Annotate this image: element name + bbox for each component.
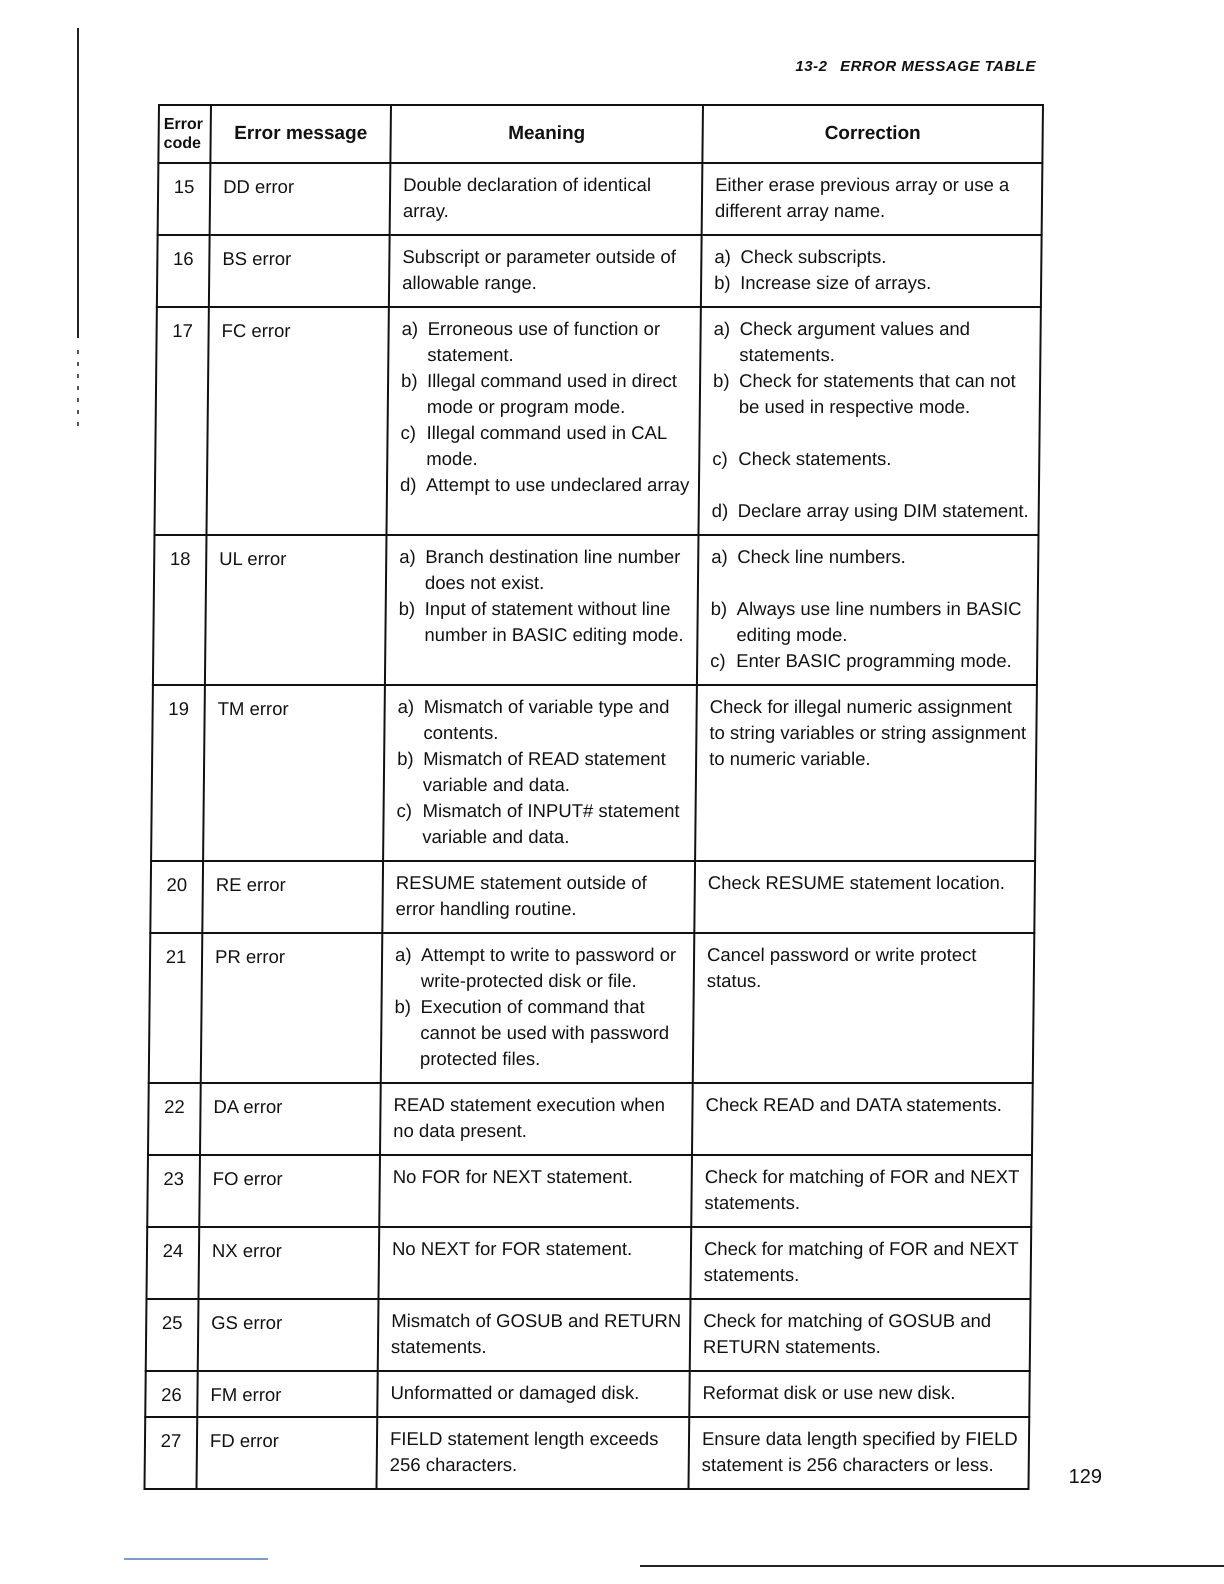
list-item <box>710 648 1028 674</box>
section-title: ERROR MESSAGE TABLE <box>840 58 1036 75</box>
error-code-cell: 18 <box>153 535 207 685</box>
meaning-cell <box>385 535 699 685</box>
item-text: Check subscripts. <box>740 246 887 267</box>
list-item <box>710 596 1029 648</box>
item-text: READ statement execution when no data present. <box>393 1094 666 1141</box>
correction-cell <box>690 1299 1031 1371</box>
error-message-cell: PR error <box>201 933 383 1083</box>
meaning-cell <box>383 685 697 861</box>
table-row <box>149 933 1035 1083</box>
item-label: b) <box>398 598 416 619</box>
item-text: Execution of command that cannot be used with password protected files. <box>419 996 670 1069</box>
item-label: b) <box>394 996 412 1017</box>
item-label: b) <box>710 598 728 619</box>
table-row <box>148 1083 1033 1155</box>
correction-cell <box>688 1417 1029 1489</box>
error-message-cell: GS error <box>198 1299 379 1371</box>
item-text: Check for matching of GOSUB and RETURN statements. <box>702 1310 992 1357</box>
item-text: Always use line numbers in BASIC editing mode. <box>736 598 1022 645</box>
item-text: Attempt to use undeclared array <box>425 474 690 495</box>
item-text: Reformat disk or use new disk. <box>702 1382 956 1403</box>
item-text: FIELD statement length exceeds 256 characters. <box>389 1428 659 1475</box>
correction-cell <box>697 535 1039 685</box>
list-item <box>713 316 1032 368</box>
item-text: Check argument values and statements. <box>739 318 971 365</box>
item-text: Double declaration of identical array. <box>402 174 652 221</box>
item-text: Attempt to write to password or write-protected disk or file. <box>420 944 677 991</box>
list-item <box>393 1092 684 1144</box>
correction-cell <box>702 163 1043 235</box>
correction-cell <box>693 933 1035 1083</box>
item-text: Check for matching of FOR and NEXT statements. <box>703 1238 1019 1285</box>
item-text: Check for matching of FOR and NEXT statements. <box>704 1166 1020 1213</box>
correction-cell <box>689 1371 1029 1417</box>
table-row <box>144 1417 1029 1489</box>
item-label: d) <box>399 474 417 495</box>
list-item <box>398 596 689 648</box>
error-message-cell: DA error <box>200 1083 381 1155</box>
table-row <box>154 307 1040 535</box>
table-row <box>147 1155 1032 1227</box>
column-header-correction: Correction <box>702 105 1043 163</box>
list-item <box>400 472 690 498</box>
list-item <box>396 798 687 850</box>
error-message-cell: FO error <box>199 1155 380 1227</box>
list-item <box>393 1164 683 1190</box>
error-message-cell: FD error <box>196 1417 377 1489</box>
error-message-cell: FC error <box>206 307 388 535</box>
item-text: Check RESUME statement location. <box>707 872 1006 893</box>
error-message-cell: RE error <box>202 861 383 933</box>
item-text: Subscript or parameter outside of allowable range. <box>402 246 677 293</box>
list-item <box>391 1308 682 1360</box>
meaning-cell <box>377 1371 689 1417</box>
list-item <box>711 544 1029 570</box>
item-label: c) <box>710 650 726 671</box>
list-item <box>397 694 688 746</box>
item-label: c) <box>396 800 413 821</box>
error-message-cell: DD error <box>210 163 391 235</box>
item-text: Branch destination line number does not exist. <box>424 546 681 593</box>
list-item <box>714 244 1032 270</box>
list-item <box>712 498 1030 524</box>
list-item <box>704 1236 1023 1288</box>
margin-rule <box>77 28 79 338</box>
item-label: a) <box>711 546 728 567</box>
list-item <box>395 942 686 994</box>
table-row <box>146 1227 1031 1299</box>
list-item <box>704 1164 1023 1216</box>
error-message-cell: FM error <box>197 1371 377 1417</box>
item-label: a) <box>713 318 731 339</box>
meaning-cell <box>381 933 695 1083</box>
error-code-cell: 24 <box>146 1227 199 1299</box>
item-label: b) <box>714 272 731 293</box>
table-row <box>158 163 1043 235</box>
list-item <box>400 420 691 472</box>
item-text: Mismatch of GOSUB and RETURN statements. <box>390 1310 682 1357</box>
running-header <box>795 58 1036 75</box>
item-label: a) <box>401 318 419 339</box>
margin-rule-dotted <box>77 350 79 430</box>
item-text: Declare array using DIM statement. <box>737 500 1029 521</box>
page-number: 129 <box>1068 1466 1102 1488</box>
error-message-cell: UL error <box>205 535 387 685</box>
list-item <box>390 1426 681 1478</box>
correction-cell <box>690 1227 1031 1299</box>
meaning-cell <box>378 1227 691 1299</box>
table-row <box>145 1371 1029 1417</box>
list-item <box>714 270 1032 296</box>
meaning-cell <box>378 1299 691 1371</box>
item-text: Either erase previous array or use a different array name. <box>714 174 1010 221</box>
footer-rule <box>640 1565 1224 1567</box>
item-label: b) <box>400 370 418 391</box>
error-code-cell: 16 <box>157 235 210 307</box>
table-row <box>150 861 1035 933</box>
error-code-cell: 23 <box>147 1155 200 1227</box>
item-text: RESUME statement outside of error handling routine. <box>395 872 647 919</box>
item-label: c) <box>400 422 417 443</box>
list-item <box>712 446 1030 472</box>
item-text: Mismatch of variable type and contents. <box>423 696 670 743</box>
item-text: Cancel password or write protect status. <box>706 944 977 991</box>
list-item <box>705 1092 1023 1118</box>
item-text: Illegal command used in direct mode or program mode. <box>426 370 678 417</box>
column-header-error-message: Error message <box>210 105 391 163</box>
list-item <box>399 544 690 596</box>
list-item <box>702 1380 1020 1406</box>
meaning-cell <box>379 1155 692 1227</box>
item-text: No FOR for NEXT statement. <box>392 1166 634 1187</box>
table-row <box>151 685 1037 861</box>
item-label: a) <box>399 546 416 567</box>
error-message-cell: TM error <box>203 685 385 861</box>
item-label: a) <box>714 246 731 267</box>
section-number: 13-2 <box>795 58 828 75</box>
table-row <box>153 535 1039 685</box>
meaning-cell <box>386 307 700 535</box>
item-text: Enter BASIC programming mode. <box>736 650 1012 671</box>
list-item <box>402 244 693 296</box>
meaning-cell <box>380 1083 693 1155</box>
item-text: Mismatch of READ statement variable and data. <box>422 748 666 795</box>
error-code-cell: 22 <box>148 1083 201 1155</box>
error-code-cell: 21 <box>149 933 203 1083</box>
item-label: c) <box>712 448 728 469</box>
meaning-cell <box>389 235 702 307</box>
correction-cell <box>694 861 1035 933</box>
item-text: No NEXT for FOR statement. <box>391 1238 633 1259</box>
meaning-cell <box>376 1417 689 1489</box>
list-item <box>390 1380 680 1406</box>
list-item <box>707 942 1026 994</box>
correction-cell <box>701 235 1042 307</box>
item-label: a) <box>397 696 415 717</box>
error-message-cell: NX error <box>198 1227 379 1299</box>
item-label: b) <box>397 748 414 769</box>
error-code-cell: 26 <box>145 1371 197 1417</box>
list-item <box>394 994 685 1072</box>
error-code-cell: 20 <box>150 861 203 933</box>
column-header-meaning: Meaning <box>390 105 703 163</box>
item-text: Increase size of arrays. <box>740 272 932 293</box>
error-code-cell: 25 <box>146 1299 199 1371</box>
error-code-cell: 15 <box>158 163 211 235</box>
list-item <box>709 694 1028 772</box>
list-item <box>403 172 694 224</box>
item-text: Check for statements that can not be used in respective mode. <box>738 370 1016 417</box>
error-code-cell: 27 <box>144 1417 197 1489</box>
meaning-cell <box>390 163 703 235</box>
list-item <box>702 1426 1021 1478</box>
item-text: Input of statement without line number in BASIC editing mode. <box>424 598 684 645</box>
list-item <box>715 172 1034 224</box>
list-item <box>392 1236 682 1262</box>
list-item <box>395 870 686 922</box>
item-text: Check READ and DATA statements. <box>705 1094 1003 1115</box>
item-text: Check for illegal numeric assignment to string variables or string assignment to numeric variable. <box>709 696 1027 769</box>
error-message-cell: BS error <box>209 235 390 307</box>
list-item <box>713 368 1032 420</box>
list-item <box>703 1308 1022 1360</box>
correction-cell <box>692 1083 1033 1155</box>
item-text: Check statements. <box>738 448 892 469</box>
item-text: Illegal command used in CAL mode. <box>426 422 667 469</box>
list-item <box>708 870 1026 896</box>
table-row <box>146 1299 1031 1371</box>
item-label: a) <box>394 944 412 965</box>
item-text: Erroneous use of function or statement. <box>427 318 661 365</box>
error-code-cell: 19 <box>151 685 205 861</box>
item-text: Mismatch of INPUT# statement variable and data. <box>422 800 680 847</box>
list-item <box>401 368 692 420</box>
correction-cell <box>695 685 1037 861</box>
correction-cell <box>691 1155 1032 1227</box>
footer-rule-blue <box>124 1558 268 1560</box>
item-text: Check line numbers. <box>737 546 907 567</box>
item-text: Ensure data length specified by FIELD statement is 256 characters or less. <box>701 1428 1018 1475</box>
meaning-cell <box>382 861 695 933</box>
error-code-cell: 17 <box>154 307 208 535</box>
table-header-row <box>158 105 1043 163</box>
table-row <box>157 235 1042 307</box>
correction-cell <box>698 307 1040 535</box>
item-text: Unformatted or damaged disk. <box>390 1382 640 1403</box>
item-label: d) <box>711 500 729 521</box>
column-header-error-code: Error code <box>158 105 211 163</box>
error-message-table <box>143 104 1044 1490</box>
item-label: b) <box>712 370 730 391</box>
list-item <box>401 316 692 368</box>
list-item <box>397 746 688 798</box>
